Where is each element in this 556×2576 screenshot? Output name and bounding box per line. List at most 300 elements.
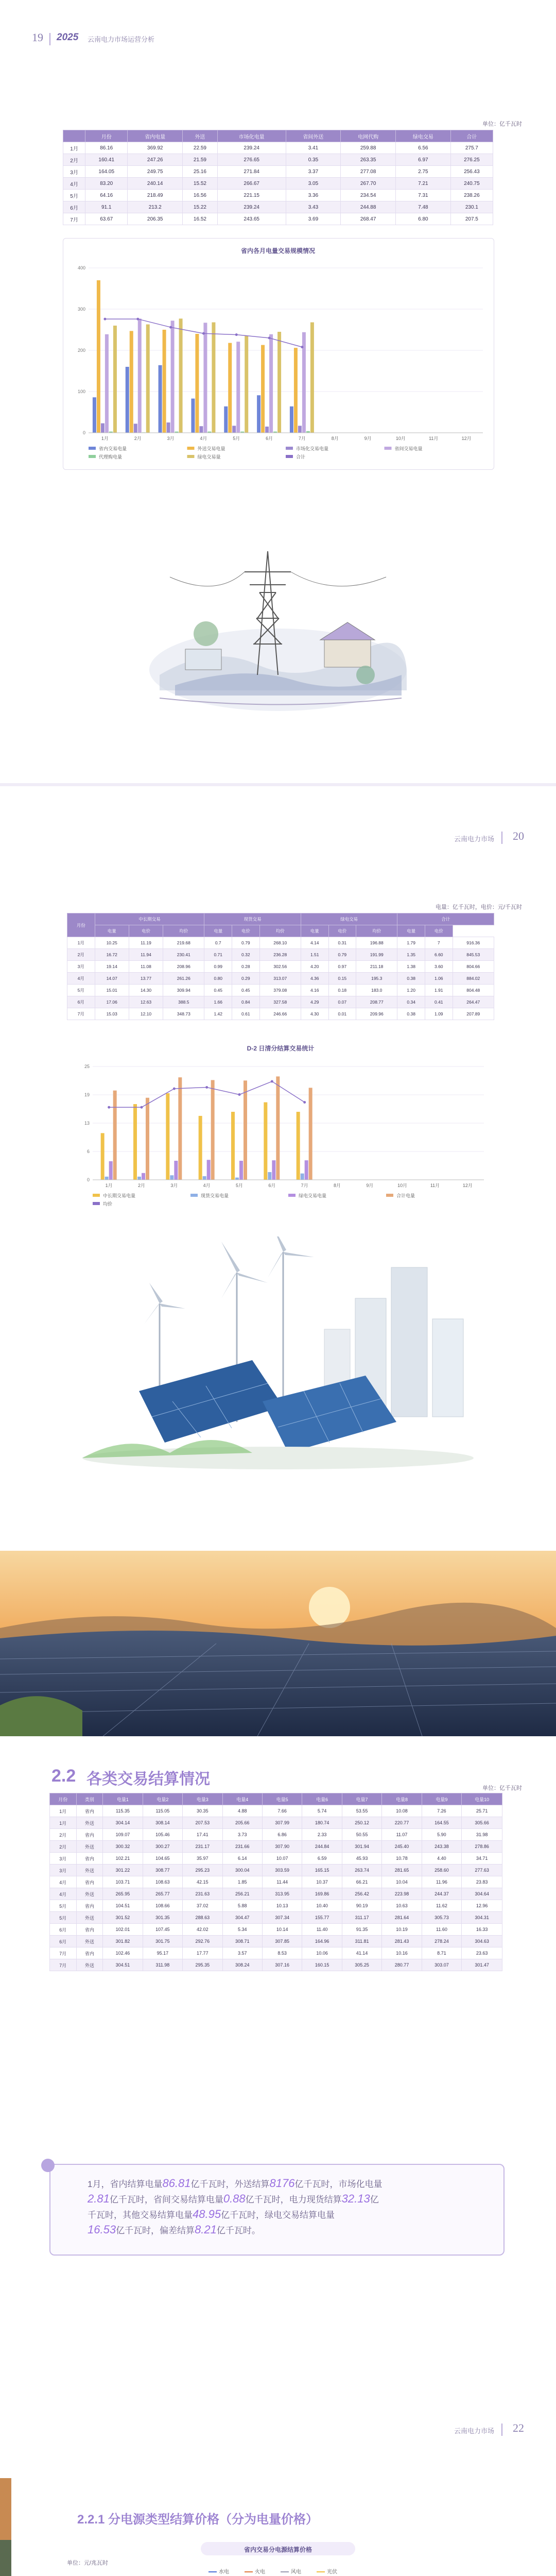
table-cell: 6月 — [50, 1936, 77, 1947]
table-cell: 省内 — [76, 1876, 103, 1888]
table-cell: 7月 — [50, 1959, 77, 1971]
legend-label: 绿电交易量 — [197, 454, 221, 460]
line-point — [235, 333, 238, 336]
table-cell: 1.51 — [301, 949, 328, 961]
line-point — [301, 346, 303, 348]
table-cell: 276.65 — [217, 154, 286, 166]
table-cell: 7月 — [63, 213, 85, 225]
table-cell: 10.37 — [302, 1876, 342, 1888]
table-cell: 2.33 — [302, 1829, 342, 1841]
bar — [290, 406, 293, 433]
table-cell: 4.20 — [301, 961, 328, 973]
group-header: 现货交易 — [204, 913, 301, 925]
table-row — [50, 1876, 502, 1888]
bar — [261, 345, 265, 433]
legend-label: 代理购电量 — [99, 454, 123, 460]
table-cell: 244.37 — [422, 1888, 461, 1900]
table-cell: 277.08 — [341, 166, 396, 178]
bar — [228, 343, 232, 433]
table-cell: 42.02 — [183, 1924, 222, 1936]
table-row — [50, 1947, 502, 1959]
note-seg: 千瓦时，其他交易结算电量 — [88, 2210, 193, 2220]
table-cell: 221.15 — [217, 190, 286, 201]
solar-farm-photo — [0, 1551, 556, 1736]
table-cell: 1.06 — [425, 973, 453, 985]
table-row — [63, 142, 493, 154]
table-cell: 10.14 — [262, 1924, 302, 1936]
section-number: 2.2 — [51, 1766, 76, 1786]
table-cell: 308.71 — [222, 1936, 262, 1947]
table-cell: 0.31 — [328, 937, 356, 949]
table-cell: 308.14 — [143, 1817, 182, 1829]
legend-swatch — [93, 1202, 100, 1205]
table-cell: 4月 — [50, 1876, 77, 1888]
table-cell: 155.77 — [302, 1912, 342, 1924]
table-cell: 307.85 — [262, 1936, 302, 1947]
table-cell: 304.64 — [462, 1888, 502, 1900]
table-cell: 34.71 — [462, 1853, 502, 1865]
column-header — [63, 130, 85, 142]
table-cell: 0.84 — [232, 996, 260, 1008]
x-tick-label: 11月 — [430, 1183, 440, 1188]
table-cell: 16.33 — [462, 1924, 502, 1936]
table-cell: 14.30 — [129, 985, 163, 996]
note-prefix: 1 — [88, 2179, 93, 2189]
table-cell: 外送 — [76, 1959, 103, 1971]
table-cell: 3月 — [63, 166, 85, 178]
chart-p19 — [63, 252, 493, 469]
section-title: 2.2.1 分电源类型结算价格（分为电量价格） — [77, 2513, 319, 2527]
table-cell: 288.63 — [183, 1912, 222, 1924]
table-cell: 11.19 — [129, 937, 163, 949]
divider — [501, 2424, 502, 2436]
bar — [207, 1160, 211, 1180]
table-cell: 265.95 — [103, 1888, 143, 1900]
bar — [294, 348, 298, 433]
table-cell: 1.85 — [222, 1876, 262, 1888]
chart-title: D-2 日清分结算交易统计 — [247, 1045, 315, 1052]
bar — [146, 1098, 149, 1180]
table-cell: 4月 — [67, 973, 95, 985]
table-cell: 42.15 — [183, 1876, 222, 1888]
table-row — [50, 1865, 502, 1876]
table-cell: 240.14 — [128, 178, 183, 190]
page-number: 20 — [513, 829, 524, 842]
bar — [101, 423, 105, 433]
page-22 — [0, 2375, 556, 2576]
column-header: 电量9 — [422, 1793, 461, 1805]
table-cell: 10.13 — [262, 1900, 302, 1912]
table-cell: 303.59 — [262, 1865, 302, 1876]
legend-label: 风电 — [291, 2569, 301, 2575]
table-cell: 25.71 — [462, 1805, 502, 1817]
table-cell: 0.97 — [328, 961, 356, 973]
table-cell: 31.98 — [462, 1829, 502, 1841]
group-header: 合计 — [397, 913, 494, 925]
table-cell: 8.53 — [262, 1947, 302, 1959]
x-tick-label: 1月 — [101, 436, 109, 441]
table-cell: 263.74 — [342, 1865, 381, 1876]
bar — [277, 332, 281, 433]
table-cell: 277.63 — [462, 1865, 502, 1876]
table-cell: 1.79 — [397, 937, 425, 949]
unit-label: 电量：亿千瓦时，电价：元/千瓦时 — [435, 904, 522, 910]
bar — [134, 423, 137, 433]
table-p19 — [63, 130, 493, 225]
table-cell: 301.75 — [143, 1936, 182, 1947]
table-cell: 2月 — [50, 1841, 77, 1853]
table-cell: 10.07 — [262, 1853, 302, 1865]
table-cell: 11.07 — [382, 1829, 422, 1841]
legend-label: 均价 — [103, 1201, 113, 1207]
note-seg: 亿千瓦时。 — [216, 2226, 260, 2235]
table-cell: 3.43 — [286, 201, 341, 213]
column-header: 电量7 — [342, 1793, 381, 1805]
table-cell: 259.88 — [341, 142, 396, 154]
table-cell: 238.26 — [450, 190, 493, 201]
table-cell: 23.83 — [462, 1876, 502, 1888]
table-cell: 211.18 — [356, 961, 397, 973]
table-cell: 256.42 — [342, 1888, 381, 1900]
table-cell: 267.70 — [341, 178, 396, 190]
table-row — [50, 1924, 502, 1936]
table-cell: 245.40 — [382, 1841, 422, 1853]
table-cell: 0.41 — [425, 996, 453, 1008]
table-row — [67, 949, 494, 961]
legend-swatch — [286, 447, 293, 450]
table-cell: 104.65 — [143, 1853, 182, 1865]
table-cell: 95.17 — [143, 1947, 182, 1959]
column-header: 均价 — [163, 925, 204, 937]
line-point — [303, 1101, 306, 1104]
bar — [138, 318, 142, 433]
bar — [297, 1112, 300, 1180]
legend-label: 合计 — [296, 454, 306, 460]
table-cell: 301.52 — [103, 1912, 143, 1924]
table-cell: 4.30 — [301, 1008, 328, 1020]
table-cell: 17.41 — [183, 1829, 222, 1841]
bar — [195, 334, 199, 433]
bar — [113, 1091, 117, 1180]
table-cell: 4月 — [50, 1888, 77, 1900]
table-cell: 311.98 — [143, 1959, 182, 1971]
note-seg: 亿千瓦时，外送结算 — [190, 2179, 270, 2189]
header-title: 云南电力市场 — [454, 2427, 494, 2435]
table-cell: 263.35 — [341, 154, 396, 166]
table-cell: 165.15 — [302, 1865, 342, 1876]
table-cell: 160.15 — [302, 1959, 342, 1971]
table-cell: 180.74 — [302, 1817, 342, 1829]
table-cell: 281.64 — [382, 1912, 422, 1924]
table-cell: 309.94 — [163, 985, 204, 996]
legend-swatch — [187, 447, 195, 450]
bar — [239, 1161, 243, 1180]
table-cell: 10.06 — [302, 1947, 342, 1959]
bar — [170, 1175, 173, 1180]
table-cell: 295.23 — [183, 1865, 222, 1876]
table-cell: 5月 — [67, 985, 95, 996]
table-cell: 220.77 — [382, 1817, 422, 1829]
page-19 — [0, 0, 556, 783]
table-cell: 3.41 — [286, 142, 341, 154]
table-cell: 271.84 — [217, 166, 286, 178]
table-row — [63, 190, 493, 201]
table-cell: 281.43 — [382, 1936, 422, 1947]
table-cell: 379.08 — [259, 985, 301, 996]
column-header: 电量6 — [302, 1793, 342, 1805]
note-seg: 亿千瓦时，绿电交易结算电量 — [221, 2210, 335, 2220]
group-header: 月份 — [67, 913, 95, 937]
table-cell: 207.53 — [183, 1817, 222, 1829]
bar — [97, 280, 100, 433]
y-tick-label: 6 — [86, 1149, 90, 1154]
table-cell: 1.35 — [397, 949, 425, 961]
column-header: 市场化电量 — [217, 130, 286, 142]
table-cell: 5.90 — [422, 1829, 461, 1841]
note-text — [88, 2176, 489, 2238]
table-cell: 11.08 — [129, 961, 163, 973]
bar — [244, 1080, 247, 1180]
note-value: 2.81 — [88, 2192, 110, 2205]
line-point — [173, 1088, 176, 1090]
column-header: 电量 — [95, 925, 129, 937]
bar — [212, 323, 215, 433]
table-cell: 884.02 — [453, 973, 494, 985]
table-cell: 4月 — [63, 178, 85, 190]
table-row — [63, 178, 493, 190]
note-value: 8176 — [269, 2177, 295, 2190]
table-cell: 35.97 — [183, 1853, 222, 1865]
table-cell: 213.2 — [128, 201, 183, 213]
group-header: 中长期交易 — [95, 913, 204, 925]
table-row — [67, 996, 494, 1008]
table-cell: 86.16 — [85, 142, 128, 154]
table-cell: 302.56 — [259, 961, 301, 973]
table-cell: 301.47 — [462, 1959, 502, 1971]
table-cell: 7月 — [67, 1008, 95, 1020]
table-cell: 239.24 — [217, 142, 286, 154]
table-cell: 10.19 — [382, 1924, 422, 1936]
table-cell: 5月 — [63, 190, 85, 201]
table-cell: 11.96 — [422, 1876, 461, 1888]
table-cell: 305.66 — [462, 1817, 502, 1829]
table-cell: 3.36 — [286, 190, 341, 201]
table-cell: 256.21 — [222, 1888, 262, 1900]
table-cell: 4.29 — [301, 996, 328, 1008]
table-cell: 5.74 — [302, 1805, 342, 1817]
table-cell: 10.78 — [382, 1853, 422, 1865]
bar — [109, 1161, 113, 1180]
x-tick-label: 10月 — [397, 1183, 408, 1188]
x-tick-label: 5月 — [233, 436, 240, 441]
bar — [199, 1116, 202, 1180]
note-seg: 亿千瓦时，偏差结算 — [116, 2226, 195, 2235]
table-cell: 10.63 — [382, 1900, 422, 1912]
column-header: 电量2 — [143, 1793, 182, 1805]
table-cell: 91.35 — [342, 1924, 381, 1936]
table-cell: 109.07 — [103, 1829, 143, 1841]
table-cell: 115.05 — [143, 1805, 182, 1817]
header-title: 云南电力市场 — [454, 835, 494, 843]
bar — [163, 330, 166, 433]
legend-label: 现货交易电量 — [201, 1193, 229, 1198]
table-cell: 25.16 — [183, 166, 218, 178]
table-cell: 103.71 — [103, 1876, 143, 1888]
table-cell: 1.20 — [397, 985, 425, 996]
line-point — [268, 337, 271, 340]
y-tick-label: 300 — [77, 307, 85, 312]
table-cell: 3.60 — [425, 961, 453, 973]
table-cell: 11.60 — [422, 1924, 461, 1936]
bar — [310, 323, 314, 433]
column-header: 电价 — [425, 925, 453, 937]
table-cell: 304.31 — [462, 1912, 502, 1924]
table-cell: 8.71 — [422, 1947, 461, 1959]
table-cell: 外送 — [76, 1912, 103, 1924]
table-cell: 107.45 — [143, 1924, 182, 1936]
x-tick-label: 4月 — [203, 1183, 211, 1188]
table-cell: 115.35 — [103, 1805, 143, 1817]
table-row — [63, 166, 493, 178]
table-cell: 307.34 — [262, 1912, 302, 1924]
table-cell: 0.28 — [232, 961, 260, 973]
table-cell: 276.25 — [450, 154, 493, 166]
table-cell: 0.45 — [204, 985, 232, 996]
table-cell: 304.47 — [222, 1912, 262, 1924]
bar — [142, 1173, 145, 1180]
table-cell: 108.66 — [143, 1900, 182, 1912]
page-21 — [0, 1551, 556, 2375]
table-row — [63, 213, 493, 225]
table-cell: 0.99 — [204, 961, 232, 973]
table-cell: 303.07 — [422, 1959, 461, 1971]
table-cell: 23.63 — [462, 1947, 502, 1959]
unit-label: 单位：元/兆瓦时 — [67, 2560, 109, 2566]
table-cell: 281.65 — [382, 1865, 422, 1876]
column-header: 电量1 — [103, 1793, 143, 1805]
table-cell: 280.77 — [382, 1959, 422, 1971]
table-cell: 17.77 — [183, 1947, 222, 1959]
line-point — [202, 332, 205, 335]
table-cell: 5.88 — [222, 1900, 262, 1912]
bar — [167, 422, 170, 433]
table-cell: 3月 — [50, 1865, 77, 1876]
table-cell: 7.21 — [396, 178, 451, 190]
table-cell: 102.21 — [103, 1853, 143, 1865]
table-row — [50, 1888, 502, 1900]
table-cell: 省内 — [76, 1805, 103, 1817]
table-cell: 268.47 — [341, 213, 396, 225]
bar — [105, 1177, 109, 1180]
table-cell: 10.04 — [382, 1876, 422, 1888]
table-cell: 4.14 — [301, 937, 328, 949]
table-cell: 191.99 — [356, 949, 397, 961]
table-p20 — [67, 913, 494, 1020]
y-tick-label: 200 — [77, 348, 85, 353]
table-cell: 209.96 — [356, 1008, 397, 1020]
legend-swatch — [89, 447, 96, 450]
legend-label: 市场化交易电量 — [296, 446, 329, 451]
y-tick-label: 0 — [82, 430, 85, 435]
column-header: 电量3 — [183, 1793, 222, 1805]
line-point — [141, 1106, 143, 1109]
table-cell: 11.44 — [262, 1876, 302, 1888]
bar — [178, 1077, 182, 1180]
table-cell: 16.52 — [183, 213, 218, 225]
group-header: 绿电交易 — [301, 913, 397, 925]
line-point — [108, 1106, 110, 1109]
table-cell: 327.58 — [259, 996, 301, 1008]
table-cell: 308.24 — [222, 1959, 262, 1971]
table-row — [67, 973, 494, 985]
table-cell: 804.66 — [453, 961, 494, 973]
table-cell: 311.17 — [342, 1912, 381, 1924]
legend-swatch — [93, 1194, 100, 1197]
table-cell: 0.79 — [328, 949, 356, 961]
table-cell: 369.92 — [128, 142, 183, 154]
table-cell: 301.22 — [103, 1865, 143, 1876]
table-cell: 21.59 — [183, 154, 218, 166]
table-cell: 231.17 — [183, 1841, 222, 1853]
table-cell: 160.41 — [85, 154, 128, 166]
table-cell: 0.07 — [328, 996, 356, 1008]
legend-swatch — [187, 455, 195, 458]
table-cell: 250.12 — [342, 1817, 381, 1829]
table-cell: 164.96 — [302, 1936, 342, 1947]
table-cell: 1月 — [67, 937, 95, 949]
table-cell: 207.89 — [453, 1008, 494, 1020]
table-cell: 12.63 — [129, 996, 163, 1008]
x-tick-label: 6月 — [266, 436, 273, 441]
divider — [501, 832, 502, 844]
legend-swatch — [385, 447, 392, 450]
header-title: 云南电力市场运营分析 — [88, 36, 155, 43]
table-cell: 304.63 — [462, 1936, 502, 1947]
bar — [203, 323, 207, 433]
legend-swatch — [288, 1194, 296, 1197]
table-cell: 275.7 — [450, 142, 493, 154]
bar — [179, 318, 183, 433]
table-cell: 307.99 — [262, 1817, 302, 1829]
table-cell: 11.62 — [422, 1900, 461, 1912]
table-cell: 6.80 — [396, 213, 451, 225]
bar — [231, 1112, 235, 1180]
table-cell: 12.10 — [129, 1008, 163, 1020]
column-header: 外送 — [183, 130, 218, 142]
table-cell: 3.37 — [286, 166, 341, 178]
column-header: 电量10 — [462, 1793, 502, 1805]
column-header: 电量 — [301, 925, 328, 937]
table-cell: 307.90 — [262, 1841, 302, 1853]
x-tick-label: 9月 — [364, 436, 372, 441]
table-row — [50, 1829, 502, 1841]
table-cell: 6月 — [63, 201, 85, 213]
table-cell: 外送 — [76, 1936, 103, 1947]
table-cell: 53.55 — [342, 1805, 381, 1817]
table-cell: 4.36 — [301, 973, 328, 985]
chart-p20 — [67, 1051, 494, 1216]
table-cell: 183.0 — [356, 985, 397, 996]
note-seg: 亿千瓦时，电力现货结算 — [245, 2195, 342, 2205]
table-cell: 0.18 — [328, 985, 356, 996]
note-seg: 亿千瓦时，市场化电量 — [294, 2179, 383, 2189]
table-cell: 1月 — [50, 1805, 77, 1817]
note-seg: 亿千瓦时，省间交易结算电量 — [109, 2195, 223, 2205]
energy-illustration — [67, 1236, 489, 1479]
table-cell: 外送 — [76, 1888, 103, 1900]
x-tick-label: 2月 — [137, 1183, 146, 1188]
series-line — [109, 1081, 305, 1107]
